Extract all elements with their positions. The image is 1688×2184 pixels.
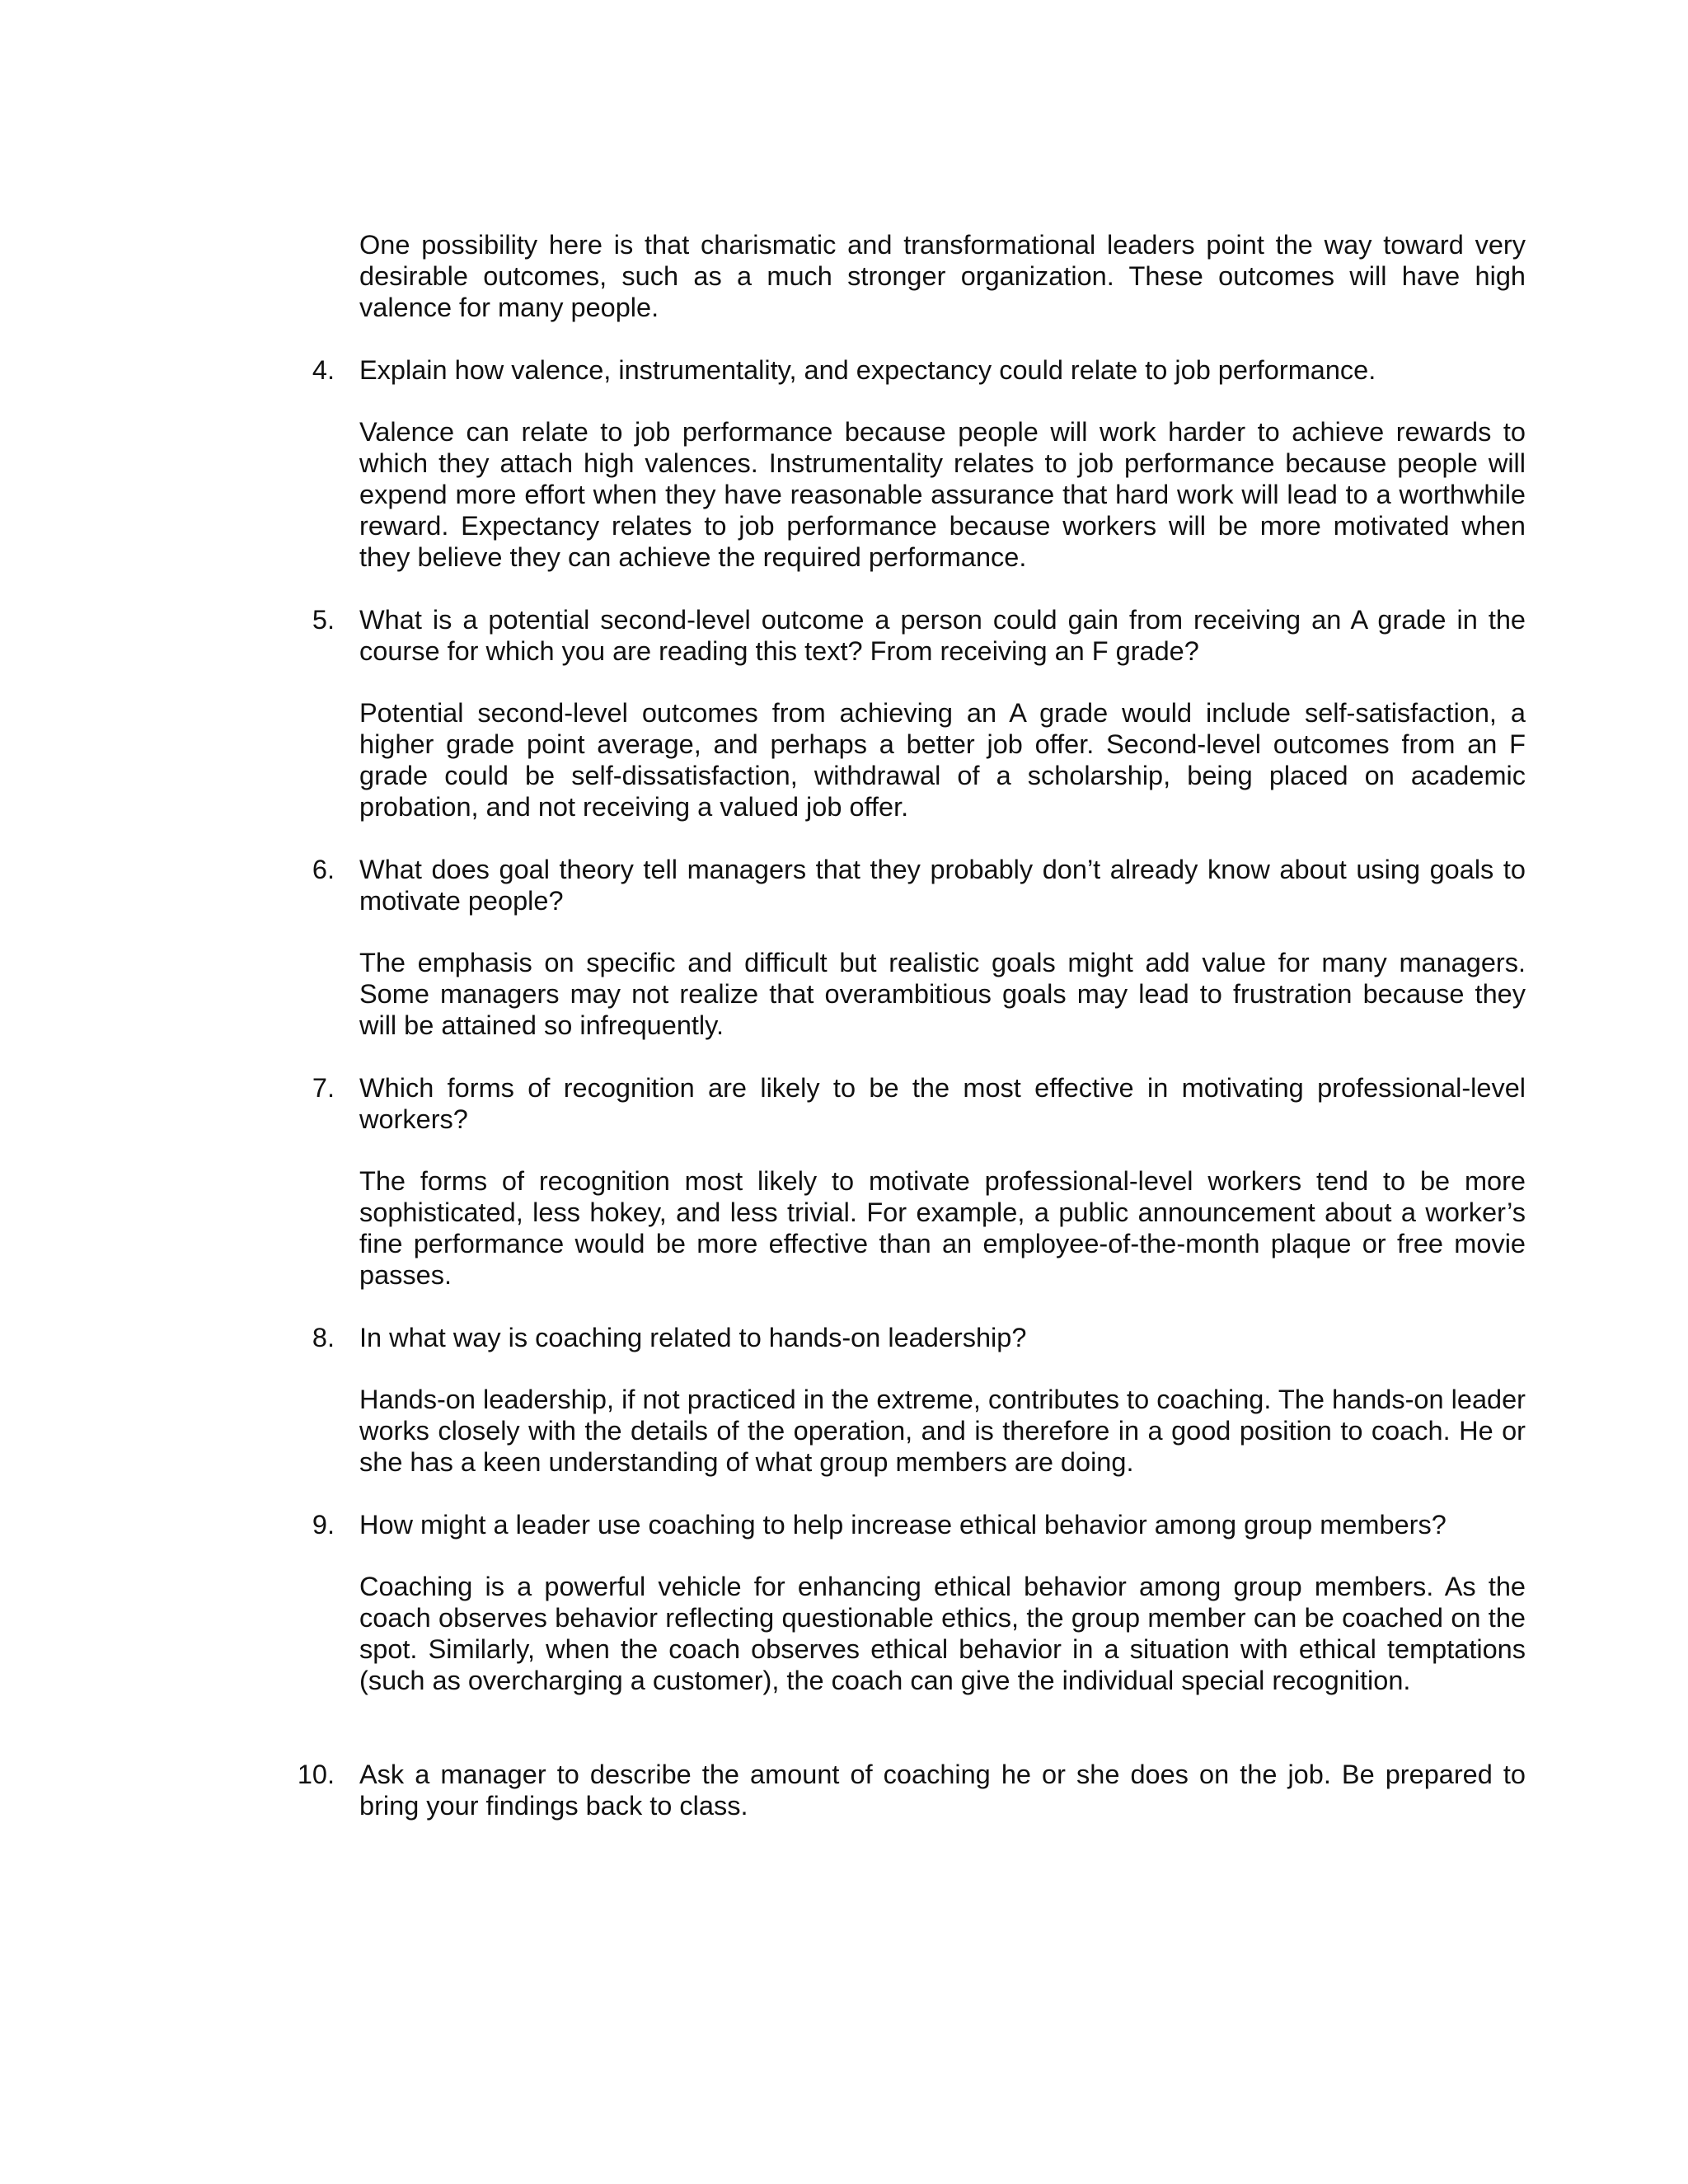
question-number-10: 10.	[297, 1760, 335, 1789]
question-number-7: 7.	[312, 1073, 335, 1103]
question-7-text: Which forms of recognition are likely to be the most effective in motivating professional-level workers?	[359, 1073, 1526, 1134]
intro-answer-paragraph: One possibility here is that charismatic and transformational leaders point the way toward very desirable outcomes, such as a much stronger organization. These outcomes will have high valence for many people.	[359, 230, 1526, 322]
question-number-4: 4.	[312, 355, 335, 385]
question-6-text: What does goal theory tell managers that they probably don’t already know about using goals to motivate people?	[359, 855, 1526, 916]
answer-6-text: The emphasis on specific and difficult but realistic goals might add value for many managers. Some managers may not realize that overambitious goals may lead to frustration because they will be attained so infrequently.	[359, 948, 1526, 1040]
question-number-6: 6.	[312, 855, 335, 884]
answer-4-text: Valence can relate to job performance because people will work harder to achieve rewards to which they attach high valences. Instrumentality relates to job performance because people will expend more effort when they have reasonable assurance that hard work will lead to a worthwhile reward. Expectancy relates to job performance because workers will be more motivated when they believe they can achieve the required performance.	[359, 417, 1526, 572]
question-number-5: 5.	[312, 605, 335, 635]
question-number-9: 9.	[312, 1510, 335, 1540]
answer-5-text: Potential second-level outcomes from achieving an A grade would include self-satisfaction, a higher grade point average, and perhaps a better job offer. Second-level outcomes from an F grade could be self-dissatisfaction, withdrawal of a scholarship, being placed on academic probation, and not receiving a valued job offer.	[359, 698, 1526, 822]
question-number-8: 8.	[312, 1323, 335, 1352]
question-9-text: How might a leader use coaching to help increase ethical behavior among group members?	[359, 1510, 1447, 1540]
question-4-text: Explain how valence, instrumentality, and expectancy could relate to job performance.	[359, 355, 1376, 385]
answer-9-text: Coaching is a powerful vehicle for enhancing ethical behavior among group members. As the coach observes behavior reflecting questionable ethics, the group member can be coached on the spot. Similarly, when the coach observes ethical behavior in a situation with ethical temptations (such as overcharging a customer), the coach can give the individual special recognition.	[359, 1572, 1526, 1695]
answer-7-text: The forms of recognition most likely to motivate professional-level workers tend to be more sophisticated, less hokey, and less trivial. For example, a public announcement about a worker’s fine performance would be more effective than an employee-of-the-month plaque or free movie passes.	[359, 1166, 1526, 1290]
question-10-text: Ask a manager to describe the amount of coaching he or she does on the job. Be prepared to bring your findings back to class.	[359, 1760, 1526, 1821]
answer-8-text: Hands-on leadership, if not practiced in the extreme, contributes to coaching. The hands-on leader works closely with the details of the operation, and is therefore in a good position to coach. He or she has a keen understanding of what group members are doing.	[359, 1385, 1526, 1477]
question-8-text: In what way is coaching related to hands-on leadership?	[359, 1323, 1027, 1352]
question-5-text: What is a potential second-level outcome a person could gain from receiving an A grade in the course for which you are reading this text? From receiving an F grade?	[359, 605, 1526, 666]
